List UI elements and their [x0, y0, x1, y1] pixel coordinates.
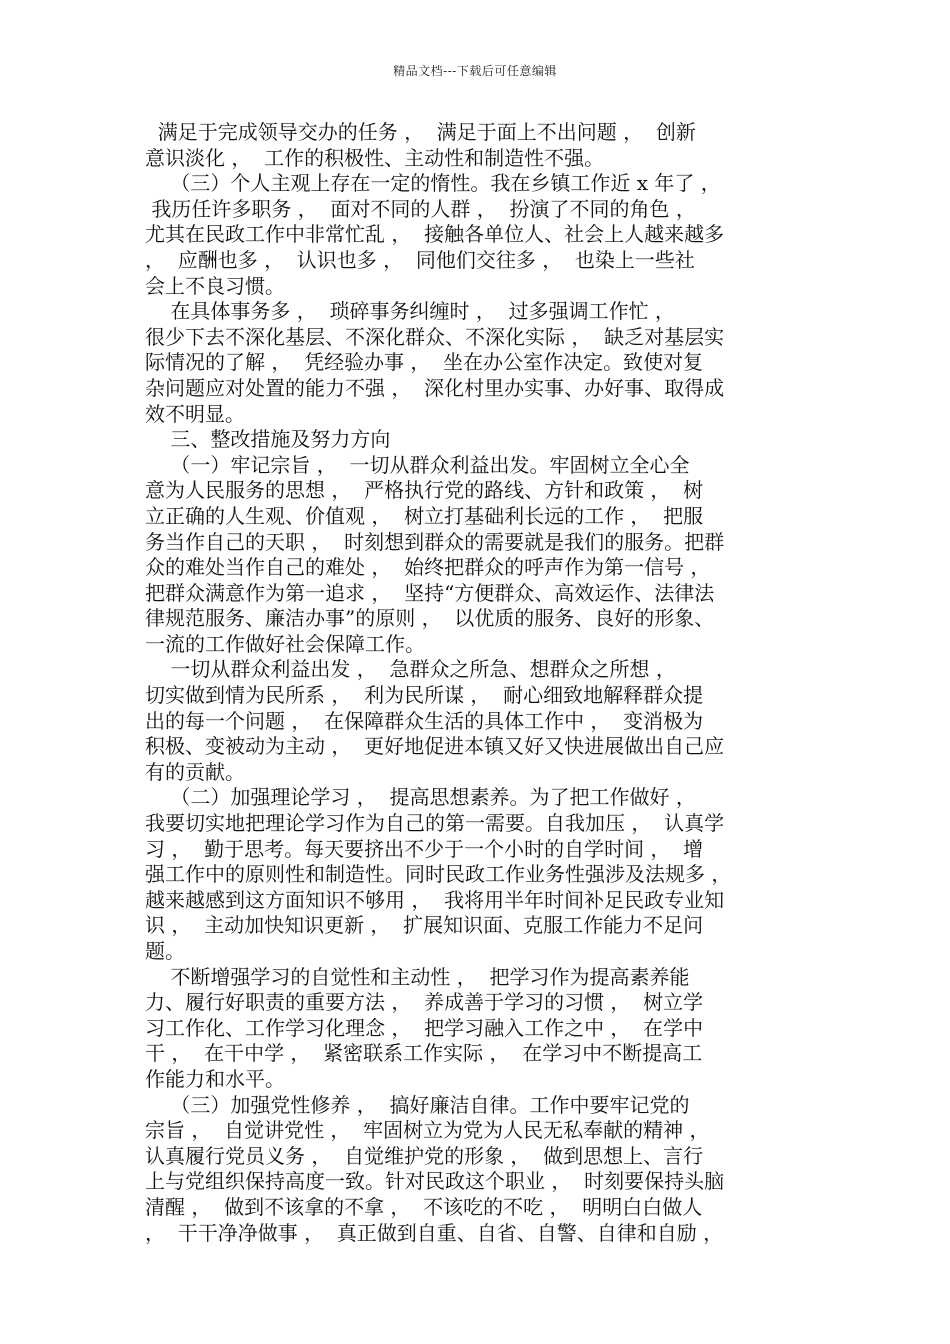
page-header: 精品文档---下载后可任意编辑: [393, 64, 557, 78]
text-line: 积极、变被动为主动 ， 更好地促进本镇又好又快进展做出自己应: [145, 734, 725, 759]
text-line: 力、履行好职责的重要方法 ， 养成善于学习的习惯 ， 树立学: [145, 990, 704, 1015]
text-line: 很少下去不深化基层、不深化群众、不深化实际 ， 缺乏对基层实: [145, 324, 725, 349]
text-line: 会上不良习惯。: [145, 273, 285, 298]
text-line: 出的每一个问题 ， 在保障群众生活的具体工作中 ， 变消极为: [145, 708, 704, 733]
text-line: ， 干干净净做事 ， 真正做到自重、自省、自警、自律和自励 ，: [145, 1220, 724, 1245]
text-line: 意识淡化 ， 工作的积极性、主动性和制造性不强。: [145, 145, 605, 170]
text-line: 一流的工作做好社会保障工作。: [145, 631, 425, 656]
text-line: 我历任许多职务 ， 面对不同的人群 ， 扮演了不同的角色 ，: [145, 196, 696, 221]
text-line: 切实做到情为民所系 ， 利为民所谋 ， 耐心细致地解释群众提: [145, 683, 704, 708]
text-line: 尤其在民政工作中非常忙乱 ， 接触各单位人、社会上人越来越多: [145, 222, 725, 247]
text-line: 际情况的了解 ， 凭经验办事 ， 坐在办公室作决定。致使对复: [145, 350, 704, 375]
text-line: 习工作化、工作学习化理念 ， 把学习融入工作之中 ， 在学中: [145, 1015, 704, 1040]
text-line: 意为人民服务的思想 ， 严格执行党的路线、方针和政策 ， 树: [145, 478, 704, 503]
section-heading: 三、整改措施及努力方向: [145, 427, 391, 452]
text-line: 题。: [145, 939, 185, 963]
text-line: 效不明显。: [145, 401, 245, 426]
text-line: （三）加强党性修养 ， 搞好廉洁自律。工作中要牢记党的: [145, 1092, 690, 1117]
text-line: 有的贡献。: [145, 759, 245, 784]
text-line: 作能力和水平。: [145, 1066, 285, 1091]
text-line: 强工作中的原则性和制造性。同时民政工作业务性强涉及法规多 ，: [145, 862, 732, 887]
text-line: 一切从群众利益出发 ， 急群众之所急、想群众之所想 ，: [145, 657, 676, 682]
text-line: 清醒 ， 做到不该拿的不拿 ， 不该吃的不吃 ， 明明白白做人: [145, 1194, 703, 1219]
text-line: （三）个人主观上存在一定的惰性。我在乡镇工作近 x 年了 ，: [145, 171, 721, 196]
text-line: 把群众满意作为第一追求 ， 坚持“方便群众、高效运作、法律法: [145, 580, 715, 605]
text-line: （二）加强理论学习 ， 提高思想素养。为了把工作做好 ，: [145, 785, 696, 810]
text-line: 在具体事务多 ， 琐碎事务纠缠时 ， 过多强调工作忙 ，: [145, 299, 675, 324]
text-line: 干 ， 在干中学 ， 紧密联系工作实际 ， 在学习中不断提高工: [145, 1041, 703, 1066]
text-line: 满足于完成领导交办的任务 ， 满足于面上不出问题 ， 创新: [145, 120, 696, 144]
text-line: 杂问题应对处置的能力不强 ， 深化村里办实事、办好事、取得成: [145, 375, 725, 400]
text-line: 不断增强学习的自觉性和主动性 ， 把学习作为提高素养能: [145, 964, 690, 989]
text-line: 律规范服务、廉洁办事”的原则 ， 以优质的服务、良好的形象、: [145, 606, 715, 631]
document-body: [145, 120, 817, 1246]
text-line: 务当作自己的天职 ， 时刻想到群众的需要就是我们的服务。把群: [145, 529, 725, 554]
text-line: 众的难处当作自己的难处 ， 始终把群众的呼声作为第一信号 ，: [145, 555, 711, 580]
text-line: 习 ， 勤于思考。每天要挤出不少于一个小时的自学时间 ， 增: [145, 836, 704, 861]
text-line: 识 ， 主动加快知识更新 ， 扩展知识面、克服工作能力不足问: [145, 913, 704, 938]
text-line: 立正确的人生观、价值观 ， 树立打基础利长远的工作 ， 把服: [145, 503, 704, 528]
text-line: 越来越感到这方面知识不够用 ， 我将用半年时间补足民政专业知: [145, 887, 725, 912]
text-line: 认真履行党员义务 ， 自觉维护党的形象 ， 做到思想上、言行: [145, 1143, 704, 1168]
text-line: ， 应酬也多 ， 认识也多 ， 同他们交往多 ， 也染上一些社: [145, 247, 695, 272]
text-line: 上与党组织保持高度一致。针对民政这个职业 ， 时刻要保持头脑: [145, 1169, 725, 1194]
text-line: 宗旨 ， 自觉讲党性 ， 牢固树立为党为人民无私奉献的精神 ，: [145, 1118, 710, 1143]
text-line: （一）牢记宗旨 ， 一切从群众利益出发。牢固树立全心全: [145, 452, 690, 477]
text-line: 我要切实地把理论学习作为自己的第一需要。自我加压 ， 认真学: [145, 811, 725, 836]
